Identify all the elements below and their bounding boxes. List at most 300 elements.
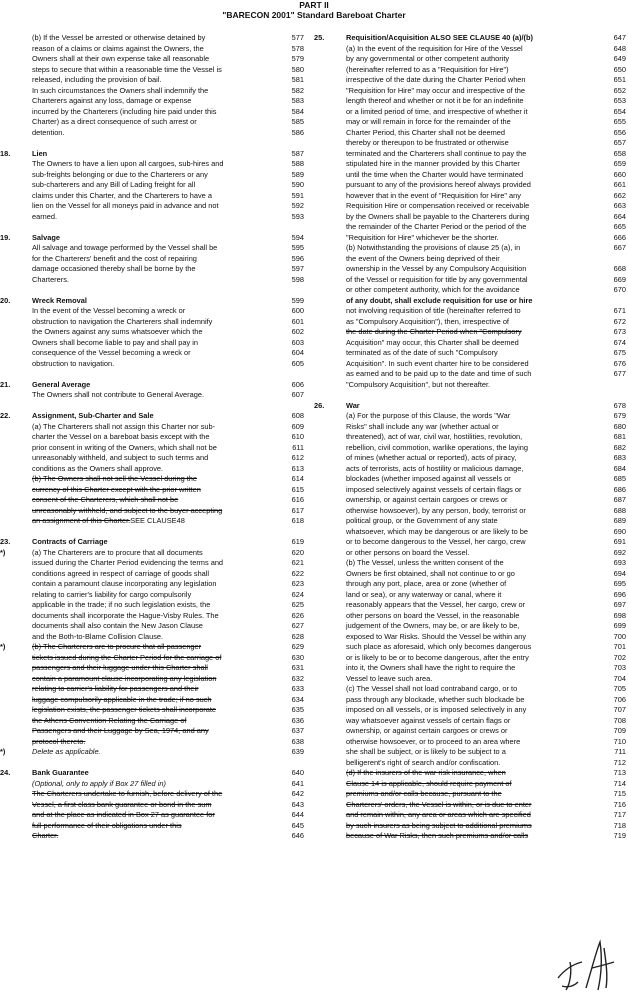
- line-number: 712: [613, 757, 626, 767]
- text-line: [0, 653, 310, 664]
- clause-number: 26.: [314, 400, 325, 410]
- line-text: [346, 758, 594, 769]
- text-line: [314, 327, 628, 338]
- line-text: [32, 537, 276, 548]
- line-text: [32, 107, 276, 118]
- text-line: [314, 705, 628, 716]
- text-line: [0, 548, 310, 559]
- line-number: 577: [291, 33, 304, 42]
- line-number: 614: [291, 474, 304, 483]
- text-line: [0, 422, 310, 433]
- text-line: [0, 212, 310, 223]
- line-number: 678: [613, 400, 626, 410]
- line-text: [346, 159, 594, 170]
- line-text: [346, 527, 594, 538]
- line-text: [32, 716, 276, 727]
- line-text-content: lien on the Vessel for all moneys paid in advance and not: [32, 201, 219, 210]
- line-text: [32, 642, 276, 653]
- blank-line: [0, 138, 310, 149]
- line-number: 692: [613, 547, 626, 557]
- line-number: 685: [613, 474, 626, 483]
- line-text-content: length thereof and whether or not it be for an indefinite: [346, 96, 524, 105]
- text-line: [0, 716, 310, 727]
- text-line: [0, 338, 310, 349]
- text-line: [314, 537, 628, 548]
- line-text: [346, 516, 594, 527]
- line-number: 583: [291, 96, 304, 105]
- line-text: [346, 705, 594, 716]
- line-text-content: Requisition/Acquisition ALSO SEE CLAUSE 40 (a)/(b): [346, 33, 533, 42]
- line-text: [346, 306, 594, 317]
- text-line: [314, 254, 628, 265]
- line-text: [32, 632, 276, 643]
- line-text-content: imposed on all vessels, or is imposed selectively in any: [346, 705, 527, 714]
- line-text: [346, 726, 594, 737]
- clause-number: *): [0, 747, 6, 756]
- line-text: [32, 464, 276, 475]
- line-text: [32, 789, 276, 800]
- line-text: [32, 180, 276, 191]
- text-line: [0, 611, 310, 622]
- line-text: [32, 821, 276, 832]
- line-text: [32, 201, 276, 212]
- line-text: [346, 485, 594, 496]
- text-line: [314, 233, 628, 244]
- text-line: [0, 810, 310, 821]
- line-text-content: The Owners shall not contribute to General Average.: [32, 390, 204, 399]
- line-text: [32, 768, 276, 779]
- line-text: [346, 632, 594, 643]
- line-number: 631: [291, 663, 304, 672]
- clause-number: 18.: [0, 148, 11, 158]
- line-text-content: ownership in the Vessel by any Compulsory Acquisition: [346, 264, 527, 273]
- line-text: [346, 222, 594, 233]
- line-text: [32, 212, 276, 223]
- line-text-content: Contracts of Carriage: [32, 537, 108, 546]
- line-number: 578: [291, 43, 304, 53]
- text-line: [314, 632, 628, 643]
- text-line: [314, 453, 628, 464]
- text-line: [314, 107, 628, 118]
- line-number: 657: [613, 138, 626, 147]
- line-text: [32, 810, 276, 821]
- line-text-content: pass through any blockade, whether such blockade be: [346, 694, 525, 704]
- line-text: [32, 590, 276, 601]
- text-line: [314, 474, 628, 485]
- line-text-content: the date during the Charter Period when "Compulsory: [346, 327, 522, 336]
- line-text-content: "Requisition for Hire" whichever be the shorter.: [346, 232, 499, 242]
- text-line: [0, 684, 310, 695]
- line-text: [32, 170, 276, 181]
- line-text-content: tickets issued during the Charter Period for the carriage of: [32, 652, 222, 662]
- line-text-content: pursuant to any of the provisions hereof always provided: [346, 180, 531, 189]
- line-number: 667: [613, 243, 626, 252]
- line-number: 648: [613, 43, 626, 53]
- line-number: 597: [291, 264, 304, 273]
- line-text-content: Charter Period, this Charter shall not be deemed: [346, 127, 505, 137]
- line-text: [32, 548, 276, 559]
- line-text-content: steps to secure that within a reasonable time the Vessel is: [32, 64, 222, 74]
- text-line: [0, 275, 310, 286]
- line-number: 588: [291, 159, 304, 168]
- line-number: 654: [613, 106, 626, 116]
- line-text: [32, 569, 276, 580]
- line-number: 674: [613, 337, 626, 347]
- line-text: [346, 348, 594, 359]
- text-line: [0, 128, 310, 139]
- text-line: [314, 117, 628, 128]
- line-number: 580: [291, 64, 304, 74]
- line-text: [32, 338, 276, 349]
- text-line: [314, 516, 628, 527]
- line-text-content: (b) Notwithstanding the provisions of clause 25 (a), in: [346, 243, 521, 252]
- line-text-content: In the event of the Vessel becoming a wreck or: [32, 306, 186, 315]
- line-text: [346, 243, 594, 254]
- line-text-content: (b) The Vessel, unless the written consent of the: [346, 558, 504, 567]
- text-line: [0, 632, 310, 643]
- line-number: 694: [613, 568, 626, 578]
- line-number: 716: [613, 799, 626, 809]
- text-line: [0, 474, 310, 485]
- line-number: 643: [291, 799, 304, 809]
- line-text-content: of mines (whether actual or reported), acts of piracy,: [346, 453, 517, 462]
- line-text-content: legislation exists, the passenger tickets shall incorporate: [32, 705, 217, 714]
- line-text-content: documents shall also contain the New Jason Clause: [32, 621, 203, 630]
- line-number: 646: [291, 831, 304, 840]
- text-line: [314, 180, 628, 191]
- line-text: [346, 338, 594, 349]
- clause-heading-line: [0, 411, 310, 422]
- line-text-content: Acquisition" may occur, this Charter shall be deemed: [346, 337, 519, 347]
- line-text-content: Acquisition". In such event charter hire to be considered: [346, 358, 529, 368]
- line-text: [32, 684, 276, 695]
- line-text-content: into it, the Owners shall have the right to require the: [346, 663, 516, 672]
- line-text-content: (b) If the Vessel be arrested or otherwise detained by: [32, 33, 206, 42]
- line-text-content: obstruction to navigation.: [32, 358, 115, 368]
- line-text-content: threatened), act of war, civil war, hostilities, revolution,: [346, 432, 523, 441]
- text-line: [314, 737, 628, 748]
- line-text-content: rebellion, civil commotion, warlike operations, the laying: [346, 442, 528, 452]
- line-text-content: of the Vessel or requisition for title by any governmental: [346, 274, 528, 284]
- line-text: [32, 737, 276, 748]
- line-text: [32, 264, 276, 275]
- text-line: [314, 800, 628, 811]
- text-line: [0, 789, 310, 800]
- line-text: [346, 495, 594, 506]
- line-text: [346, 233, 594, 244]
- text-line: [0, 159, 310, 170]
- line-number: 707: [613, 705, 626, 714]
- line-text-content: or to become dangerous to the Vessel, her cargo, crew: [346, 537, 526, 546]
- line-text-content: land or sea), or any waterway or canal, where it: [346, 589, 502, 599]
- text-line: [314, 569, 628, 580]
- line-text-content: until the time when the Charter would have terminated: [346, 169, 524, 179]
- line-number: 653: [613, 96, 626, 105]
- line-text: [346, 663, 594, 674]
- text-line: [314, 779, 628, 790]
- line-number: 620: [291, 547, 304, 557]
- text-line: [0, 726, 310, 737]
- line-text: [346, 548, 594, 559]
- line-text-content: All salvage and towage performed by the Vessel shall be: [32, 243, 218, 252]
- text-line: [314, 600, 628, 611]
- line-number: 603: [291, 337, 304, 347]
- text-line: [0, 506, 310, 517]
- line-number: 581: [291, 75, 304, 84]
- line-text-content: by any governmental or other competent authority: [346, 54, 510, 63]
- clause-number: *): [0, 547, 6, 557]
- line-number: 649: [613, 54, 626, 63]
- line-text-content: the Athens Convention Relating the Carriage of: [32, 715, 187, 725]
- text-line: [314, 380, 628, 391]
- line-number: 718: [613, 820, 626, 830]
- line-text-content: conditions as the Owners shall approve.: [32, 463, 164, 473]
- line-text-content: for the Charterers' benefit and the cost of repairing: [32, 253, 197, 263]
- text-line: [314, 821, 628, 832]
- line-number: 605: [291, 358, 304, 368]
- line-number: 684: [613, 463, 626, 473]
- line-text: [32, 726, 276, 737]
- line-number: 635: [291, 705, 304, 714]
- text-line: [314, 506, 628, 517]
- line-number: 689: [613, 516, 626, 525]
- line-number: 641: [291, 778, 304, 788]
- clause-number: *): [0, 642, 6, 651]
- text-line: [314, 579, 628, 590]
- line-text-content: other persons on board the Vessel, in the reasonable: [346, 610, 520, 620]
- text-line: [314, 495, 628, 506]
- text-line: [0, 485, 310, 496]
- line-text-content: exposed to War Risks. Should the Vessel be within any: [346, 631, 527, 641]
- line-text-content: by the Owners shall be payable to the Charterers during: [346, 211, 530, 221]
- line-text-content: Requisition Hire or compensation received or receivable: [346, 201, 530, 210]
- line-text: [346, 128, 594, 139]
- line-number: 625: [291, 600, 304, 609]
- line-text: [346, 107, 594, 118]
- line-number: 594: [291, 232, 304, 242]
- line-number: 619: [291, 537, 304, 546]
- line-text: [32, 653, 276, 664]
- line-text-content: consequence of the Vessel becoming a wreck or: [32, 348, 191, 357]
- line-text-content: Vessel, a first class bank guarantee or bond in the sum: [32, 799, 212, 809]
- line-number: 695: [613, 579, 626, 588]
- text-line: [0, 495, 310, 506]
- text-line: [314, 369, 628, 380]
- line-number: 710: [613, 736, 626, 746]
- line-text: [346, 432, 594, 443]
- text-line: [314, 54, 628, 65]
- line-number: 706: [613, 694, 626, 704]
- line-text: [346, 86, 594, 97]
- line-text-content: as earned and to be paid up to the date and time of such: [346, 369, 532, 378]
- text-line: [0, 33, 310, 44]
- line-number: 719: [613, 831, 626, 840]
- line-text-content: judgement of the Owners, may be, or are likely to be,: [346, 621, 520, 630]
- line-text: [32, 705, 276, 716]
- line-text-content: by such insurers as being subject to additional premiums: [346, 820, 532, 830]
- clause-number: 25.: [314, 33, 325, 42]
- line-number: 679: [613, 411, 626, 420]
- line-text: [32, 474, 276, 485]
- text-line: [0, 306, 310, 317]
- line-text: [32, 348, 276, 359]
- clause-heading-line: [0, 537, 310, 548]
- line-text-content: (c) The Vessel shall not load contraband cargo, or to: [346, 684, 518, 693]
- text-line: [0, 800, 310, 811]
- line-text: [346, 768, 594, 779]
- text-line: [0, 590, 310, 601]
- line-number: 623: [291, 579, 304, 588]
- line-number: 642: [291, 789, 304, 798]
- line-number: 630: [291, 652, 304, 662]
- line-text-content: of any doubt, shall exclude requisition for use or hire: [346, 295, 533, 305]
- line-number: 608: [291, 411, 304, 420]
- line-text-content: and remain within, any area or areas which are specified: [346, 810, 531, 819]
- text-line: [0, 831, 310, 842]
- line-text: [32, 495, 276, 506]
- text-line: [314, 201, 628, 212]
- text-line: [314, 75, 628, 86]
- text-line: [314, 86, 628, 97]
- line-text-content: full performance of their obligations under this: [32, 820, 182, 830]
- clause-heading-line: [0, 380, 310, 391]
- line-text: [32, 254, 276, 265]
- line-number: 717: [613, 810, 626, 819]
- line-text: [346, 422, 594, 433]
- text-line: [314, 212, 628, 223]
- line-text-content: Assignment, Sub-Charter and Sale: [32, 411, 154, 420]
- line-number: 659: [613, 159, 626, 168]
- text-line: [314, 275, 628, 286]
- text-line: [314, 768, 628, 779]
- line-text-content: sub-charterers and any Bill of Lading freight for all: [32, 180, 196, 189]
- line-text: [32, 779, 276, 790]
- line-text: [346, 684, 594, 695]
- line-text: [346, 621, 594, 632]
- line-text-content: the event of the Owners being deprived of their: [346, 253, 500, 263]
- clause-heading-line: [314, 401, 628, 412]
- text-line: [314, 422, 628, 433]
- line-text: [346, 401, 594, 412]
- line-number: 701: [613, 642, 626, 651]
- line-text-content: otherwise howsoever), by any person, body, terrorist or: [346, 505, 526, 515]
- line-text-content: Owners shall at their own expense take all reasonable: [32, 54, 210, 63]
- line-number: 621: [291, 558, 304, 567]
- text-line: [0, 107, 310, 118]
- line-text: [346, 44, 594, 55]
- blank-line: [0, 369, 310, 380]
- line-text-content: she shall be subject, or is likely to be subject to a: [346, 747, 506, 756]
- text-line: [0, 117, 310, 128]
- line-text-content: (d) If the insurers of the war risk insurance, when: [346, 768, 506, 777]
- line-text: [32, 233, 276, 244]
- line-text-content: and at the place as indicated in Box 27 as guarantee for: [32, 810, 215, 819]
- line-number: 629: [291, 642, 304, 651]
- text-line: [314, 65, 628, 76]
- blank-line: [0, 758, 310, 769]
- line-text: [346, 821, 594, 832]
- line-text: [346, 443, 594, 454]
- line-text: [32, 75, 276, 86]
- line-text-content: obstruction to navigation the Charterers shall indemnify: [32, 316, 213, 326]
- clause-heading-line: [0, 768, 310, 779]
- line-text-content: Owners be first obtained, shall not continue to or go: [346, 568, 515, 578]
- line-text-content: unreasonably withheld, and subject to the buyer accepting: [32, 505, 223, 515]
- line-number: 640: [291, 768, 304, 777]
- text-line: [314, 44, 628, 55]
- line-text: [346, 96, 594, 107]
- see-clause-note: SEE CLAUSE48: [130, 516, 185, 525]
- line-number: 596: [291, 253, 304, 263]
- line-number: 601: [291, 316, 304, 326]
- line-text: [346, 453, 594, 464]
- line-text-content: Salvage: [32, 232, 60, 242]
- line-number: 690: [613, 526, 626, 536]
- line-number: 589: [291, 169, 304, 179]
- line-number: 617: [291, 505, 304, 515]
- line-number: 681: [613, 432, 626, 441]
- text-line: [0, 443, 310, 454]
- page-header: [0, 0, 628, 20]
- line-text: [346, 810, 594, 821]
- line-number: 673: [613, 327, 626, 336]
- line-text-content: may or will remain in force for the remainder of the: [346, 117, 511, 126]
- line-number: 613: [291, 463, 304, 473]
- line-number: 604: [291, 348, 304, 357]
- line-text-content: applicable in the trade; if no such legislation exists, the: [32, 600, 211, 609]
- blank-line: [314, 390, 628, 401]
- text-line: [314, 548, 628, 559]
- line-text: [346, 579, 594, 590]
- line-text-content: claims under this Charter, and the Charterers to have a: [32, 190, 212, 200]
- text-line: [314, 411, 628, 422]
- clause-number: 23.: [0, 537, 11, 546]
- line-text: [346, 191, 594, 202]
- line-number: 579: [291, 54, 304, 63]
- line-text: [346, 642, 594, 653]
- text-line: [314, 642, 628, 653]
- line-number: 622: [291, 568, 304, 578]
- line-text-content: War: [346, 400, 360, 410]
- line-number: 611: [292, 442, 304, 452]
- line-text-content: Charterers against any loss, damage or expense: [32, 96, 192, 105]
- line-text: [346, 464, 594, 475]
- part-label: PART II: [299, 0, 329, 10]
- line-text: [346, 474, 594, 485]
- text-line: [314, 317, 628, 328]
- text-line: [314, 359, 628, 370]
- text-line: [314, 296, 628, 307]
- line-text: [32, 506, 276, 517]
- text-line: [0, 579, 310, 590]
- line-text: [346, 149, 594, 160]
- text-line: [314, 621, 628, 632]
- text-line: [314, 191, 628, 202]
- line-number: 636: [291, 715, 304, 725]
- line-number: 598: [291, 274, 304, 284]
- line-number: 590: [291, 180, 304, 189]
- line-number: 670: [613, 285, 626, 294]
- line-text-content: The Charterers undertake to furnish, before delivery of the: [32, 789, 223, 798]
- line-number: 665: [613, 222, 626, 231]
- line-text: [32, 296, 276, 307]
- line-text: [32, 831, 276, 842]
- line-text: [346, 54, 594, 65]
- text-line: [0, 170, 310, 181]
- text-line: [0, 96, 310, 107]
- text-line: [314, 264, 628, 275]
- text-line: [314, 306, 628, 317]
